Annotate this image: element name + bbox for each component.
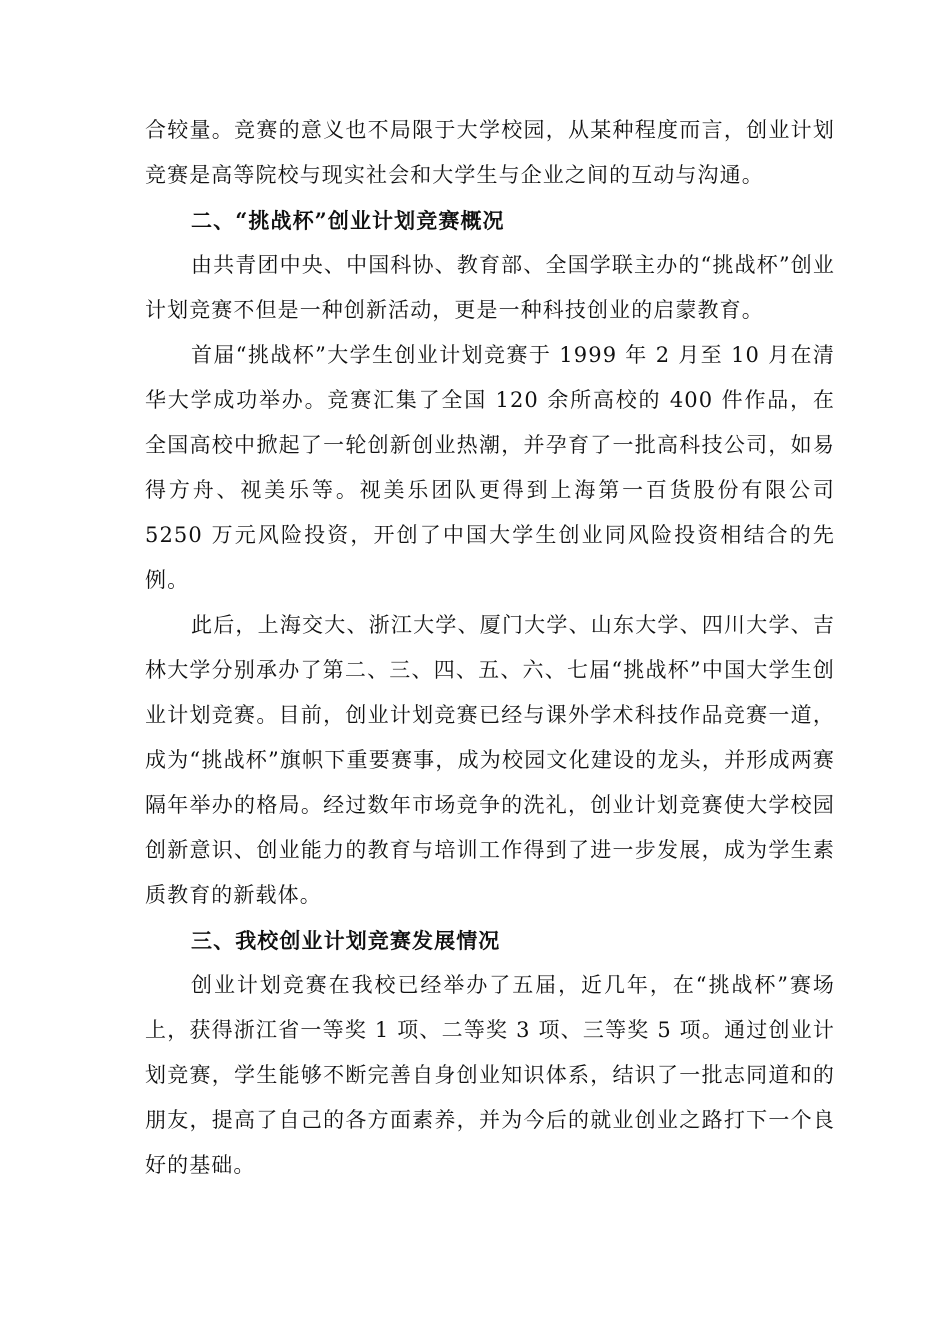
- paragraph-intro-continuation: 合较量。竞赛的意义也不局限于大学校园，从某种程度而言，创业计划竞赛是高等院校与现实社会和大学生与企业之间的互动与沟通。: [145, 118, 835, 187]
- document-body: [145, 108, 835, 1188]
- paragraph-first-competition: 首届“挑战杯”大学生创业计划竞赛于 1999 年 2 月至 10 月在清华大学成功举办。竞赛汇集了全国 120 余所高校的 400 件作品，在全国高校中掀起了一轮创新创业热潮，并孕育了一批高科技公司，如易得方舟、视美乐等。视美乐团队更得到上海第一百货股份有限公司 5250 万元风险投资，开创了中国大学生创业同风险投资相结合的先例。: [145, 343, 835, 592]
- paragraph-subsequent-hosts: 此后，上海交大、浙江大学、厦门大学、山东大学、四川大学、吉林大学分别承办了第二、三、四、五、六、七届“挑战杯”中国大学生创业计划竞赛。目前，创业计划竞赛已经与课外学术科技作品竞赛一道，成为“挑战杯”旗帜下重要赛事，成为校园文化建设的龙头，并形成两赛隔年举办的格局。经过数年市场竞争的洗礼，创业计划竞赛使大学校园创新意识、创业能力的教育与培训工作得到了进一步发展，成为学生素质教育的新载体。: [145, 613, 835, 907]
- section-heading-2: 二、“挑战杯”创业计划竞赛概况: [191, 208, 505, 233]
- section-heading-3: 三、我校创业计划竞赛发展情况: [191, 928, 501, 953]
- paragraph-organizers: 由共青团中央、中国科协、教育部、全国学联主办的“挑战杯”创业计划竞赛不但是一种创新活动，更是一种科技创业的启蒙教育。: [145, 253, 835, 322]
- paragraph-school-development: 创业计划竞赛在我校已经举办了五届，近几年，在“挑战杯”赛场上，获得浙江省一等奖 1 项、二等奖 3 项、三等奖 5 项。通过创业计划竞赛，学生能够不断完善自身创业知识体系，结识了一批志同道和的朋友，提高了自己的各方面素养，并为今后的就业创业之路打下一个良好的基础。: [145, 973, 835, 1177]
